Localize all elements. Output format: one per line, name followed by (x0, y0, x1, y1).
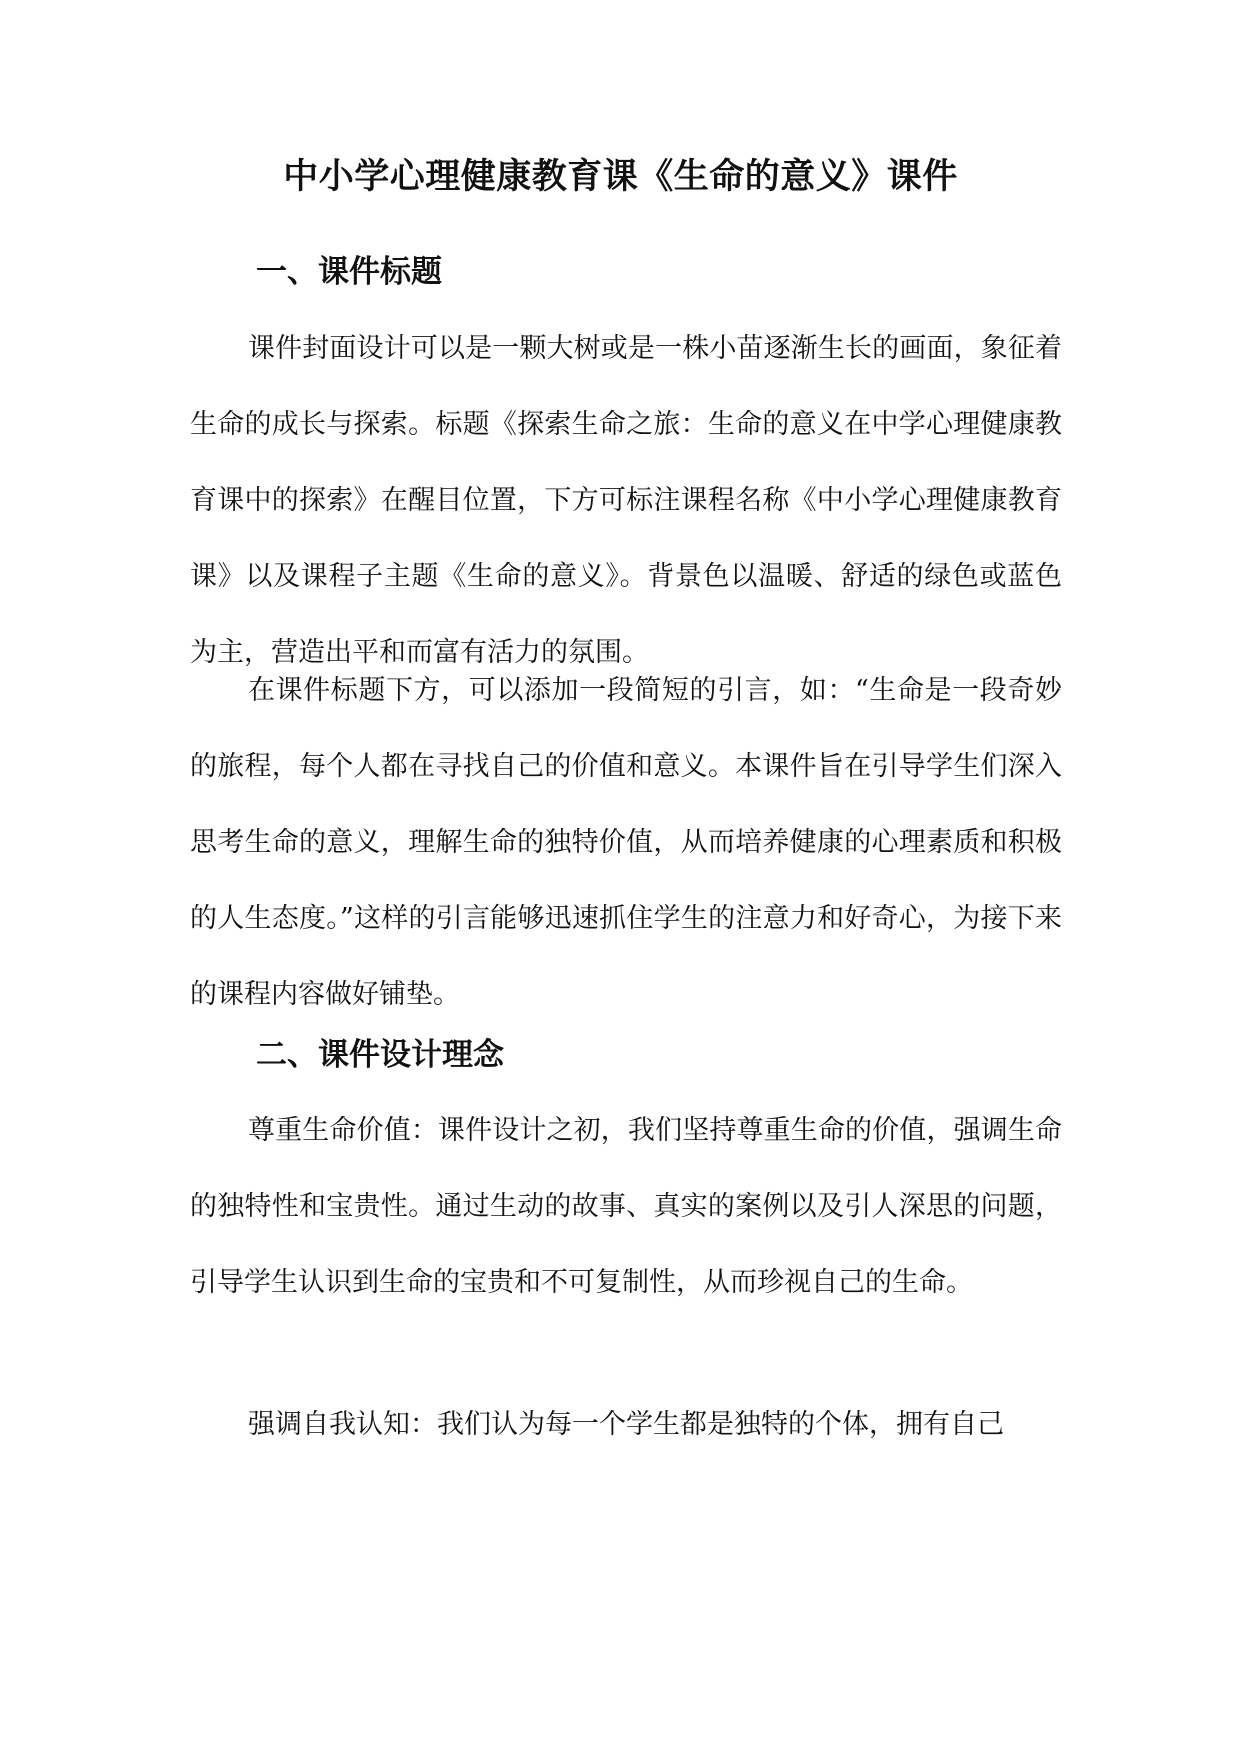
paragraph-cover-design: 课件封面设计可以是一颗大树或是一株小苗逐渐生长的画面，象征着生命的成长与探索。标题《探索生命之旅：生命的意义在中学心理健康教育课中的探索》在醒目位置，下方可标注课程名称《中小学心理健康教育课》以及课程子主题《生命的意义》。背景色以温暖、舒适的绿色或蓝色为主，营造出平和而富有活力的氛围。 (190, 333, 1062, 668)
section-heading-course-title: 一、课件标题 (256, 254, 442, 290)
paragraph-respect-life-value: 尊重生命价值：课件设计之初，我们坚持尊重生命的价值，强调生命的独特性和宝贵性。通过生动的故事、真实的案例以及引人深思的问题，引导学生认识到生命的宝贵和不可复制性，从而珍视自己的生命。 (190, 1115, 1062, 1298)
section-heading-design-concept: 二、课件设计理念 (256, 1037, 504, 1073)
document-title: 中小学心理健康教育课《生命的意义》课件 (283, 156, 958, 197)
paragraph-introduction: 在课件标题下方，可以添加一段简短的引言，如：“生命是一段奇妙的旅程，每个人都在寻找自己的价值和意义。本课件旨在引导学生们深入思考生命的意义，理解生命的独特价值，从而培养健康的心理素质和积极的人生态度。”这样的引言能够迅速抓住学生的注意力和好奇心，为接下来的课程内容做好铺垫。 (190, 675, 1062, 1010)
paragraph-self-awareness: 强调自我认知：我们认为每一个学生都是独特的个体，拥有自己 (248, 1409, 1004, 1440)
